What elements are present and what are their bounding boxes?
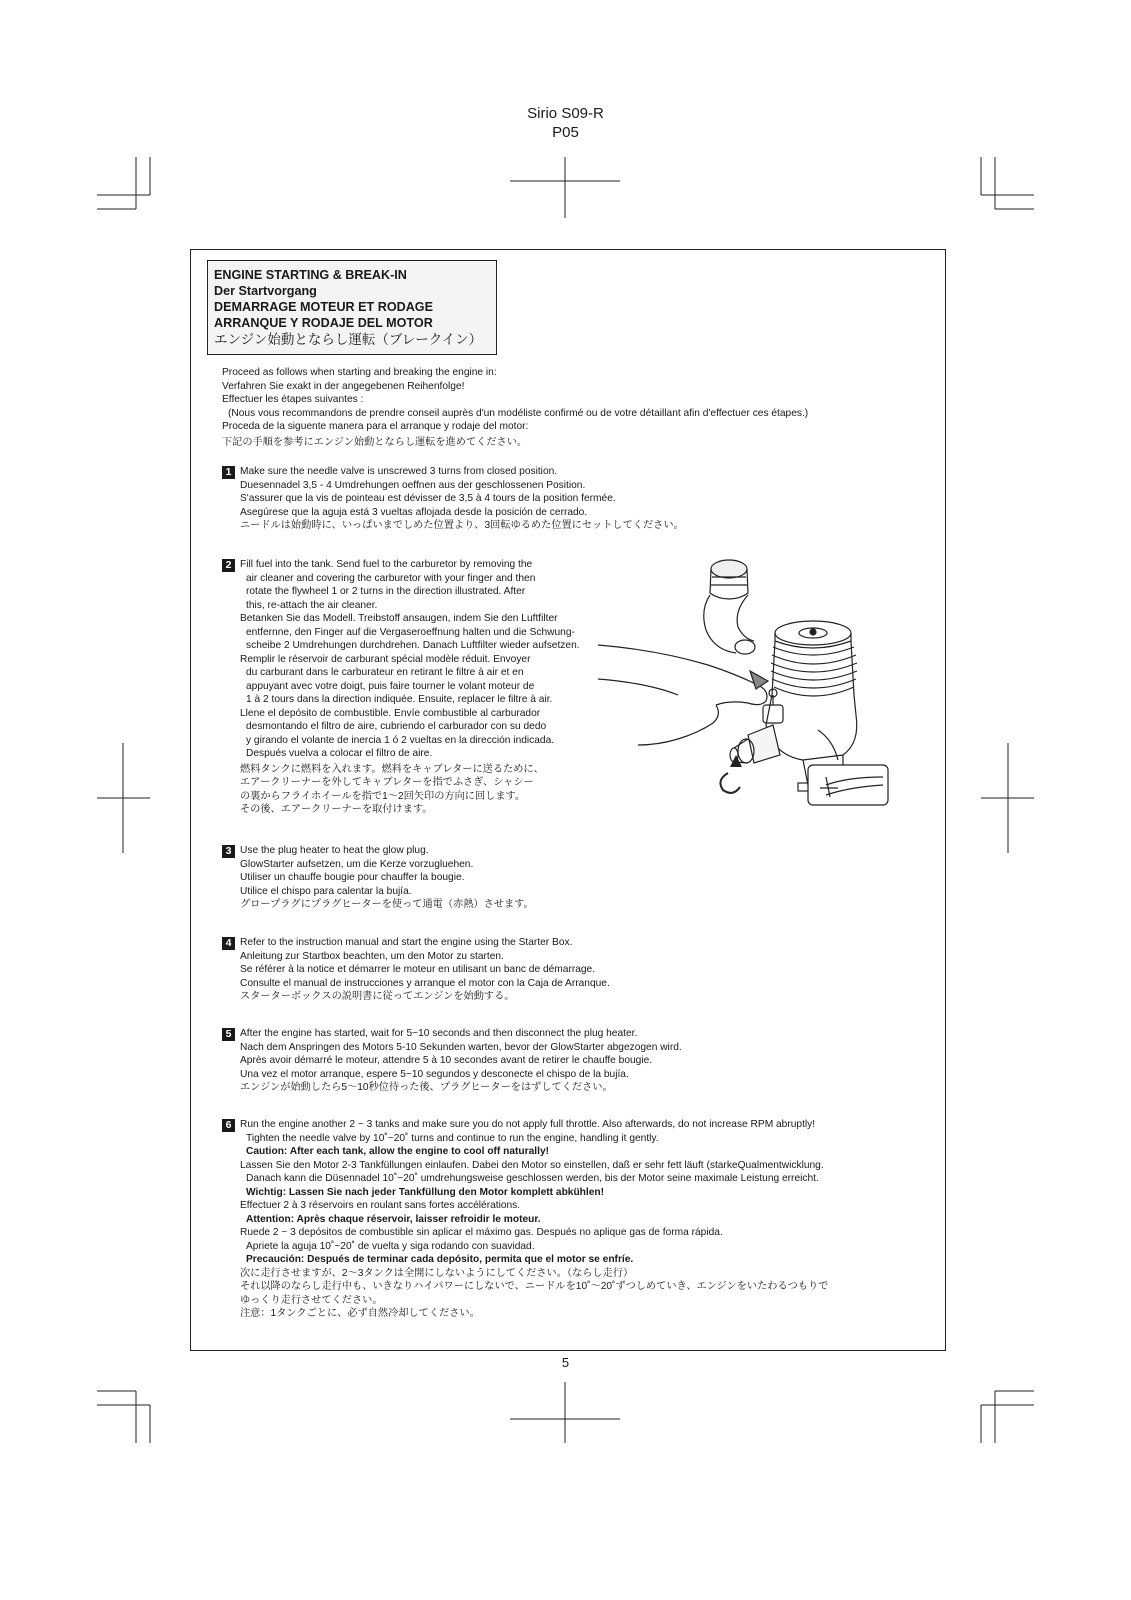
step-line: Danach kann die Düsennadel 10˚~20˚ umdrehungsweise geschlossen werden, bis der Motor seine maximale Leistung erreicht. <box>246 1173 819 1184</box>
intro-fr: Effectuer les étapes suivantes : <box>222 394 364 405</box>
title-jp: エンジン始動とならし運転（ブレークイン） <box>214 332 483 347</box>
step-line: appuyant avec votre doigt, puis faire tourner le volant moteur de <box>246 680 535 692</box>
intro-en: Proceed as follows when starting and breaking the engine in: <box>222 367 497 378</box>
step-line: Apriete la aguja 10˚~20˚ de vuelta y siga rodando con suavidad. <box>246 1240 535 1252</box>
step-line: Tighten the needle valve by 10˚~20˚ turns and continue to run the engine, handling it gently. <box>246 1132 659 1144</box>
step-line: this, re-attach the air cleaner. <box>246 599 378 611</box>
step-line: それ以降のならし走行中も、いきなりハイパワーにしないで、ニードルを10˚〜20˚ずつしめていき、エンジンをいたわるつもりで <box>240 1281 829 1292</box>
step-line: Effectuer 2 à 3 réservoirs en roulant sans fortes accélérations. <box>240 1200 521 1211</box>
step-line: 1 à 2 tours dans la direction indiquée. Ensuite, replacer le filtre à air. <box>246 694 553 705</box>
step-5 <box>222 1027 682 1095</box>
step-number: 6 <box>222 1119 235 1132</box>
step-line: Use the plug heater to heat the glow plug. <box>240 845 429 856</box>
step-number: 2 <box>222 559 235 572</box>
intro-fr-note: (Nous vous recommandons de prendre conseil auprès d'un modéliste confirmé ou de votre détaillant afin d'effectuer ces étapes.) <box>228 407 809 419</box>
step-line: Lassen Sie den Motor 2-3 Tankfüllungen einlaufen. Dabei den Motor so einstellen, daß er sehr fett läuft (starkeQualmentwicklung. <box>240 1159 824 1171</box>
step-number: 5 <box>222 1028 235 1041</box>
step-line: Anleitung zur Startbox beachten, um den Motor zu starten. <box>240 950 504 962</box>
step-line: Asegúrese que la aguja está 3 vueltas aflojada desde la posición de cerrado. <box>240 506 588 518</box>
title-de: Der Startvorgang <box>214 284 317 298</box>
step-line: スターターボックスの説明書に従ってエンジンを始動する。 <box>240 991 515 1002</box>
step-line: の裏からフライホイールを指で1〜2回矢印の方向に回します。 <box>240 790 526 802</box>
step-line: ゆっくり走行させてください。 <box>240 1294 383 1306</box>
intro-jp: 下記の手順を参考にエンジン始動とならし運転を進めてください。 <box>222 436 528 448</box>
step-2 <box>222 558 580 817</box>
step-line: Llene el depósito de combustible. Envíe combustible al carburador <box>240 707 541 719</box>
step-line: rotate the flywheel 1 or 2 turns in the direction illustrated. After <box>246 586 526 597</box>
step-line: エアークリーナーを外してキャブレターを指でふさぎ、シャシー <box>240 777 534 788</box>
step-1 <box>222 465 684 533</box>
step-4 <box>222 936 610 1004</box>
step-line: Nach dem Anspringen des Motors 5-10 Sekunden warten, bevor der GlowStarter abgezogen wird. <box>240 1041 682 1053</box>
step-number: 1 <box>222 466 235 479</box>
intro-text <box>222 366 808 449</box>
step-line: その後、エアークリーナーを取付けます。 <box>240 804 433 815</box>
step-line: scheibe 2 Umdrehungen durchdrehen. Danach Luftfilter wieder aufsetzen. <box>246 640 580 651</box>
caution-line: Precaución: Después de terminar cada depósito, permita que el motor se enfríe. <box>246 1254 634 1265</box>
step-number: 4 <box>222 937 235 950</box>
step-line: Se référer à la notice et démarrer le moteur en utilisant un banc de démarrage. <box>240 964 596 975</box>
intro-es: Proceda de la siguente manera para el arranque y rodaje del motor: <box>222 421 529 432</box>
engine-illustration <box>598 555 908 825</box>
step-line: Una vez el motor arranque, espere 5~10 segundos y desconecte el chispo de la bujía. <box>240 1068 629 1080</box>
step-line: Utiliser un chauffe bougie pour chauffer la bougie. <box>240 872 465 883</box>
step-line: Después vuelva a colocar el filtro de aire. <box>246 748 433 759</box>
model-name: Sirio S09-R <box>527 105 604 122</box>
step-line: du carburant dans le carburateur en retirant le filtre à air et en <box>246 667 524 678</box>
step-line: Betanken Sie das Modell. Treibstoff ansaugen, indem Sie den Luftfilter <box>240 613 558 624</box>
caution-line: Attention: Après chaque réservoir, laisser refroidir le moteur. <box>246 1213 541 1225</box>
step-line: GlowStarter aufsetzen, um die Kerze vorzugluehen. <box>240 858 474 870</box>
step-3 <box>222 844 534 912</box>
intro-de: Verfahren Sie exakt in der angegebenen Reihenfolge! <box>222 380 465 392</box>
step-line: Ruede 2 ~ 3 depósitos de combustible sin aplicar el máximo gas. Después no aplique gas de forma rápida. <box>240 1227 723 1238</box>
caution-line: Caution: After each tank, allow the engine to cool off naturally! <box>246 1146 550 1157</box>
step-line: Refer to the instruction manual and start the engine using the Starter Box. <box>240 937 573 948</box>
step-line: Consulte el manual de instrucciones y arranque el motor con la Caja de Arranque. <box>240 977 610 989</box>
step-line: Run the engine another 2 ~ 3 tanks and make sure you do not apply full throttle. Also afterwards, do not increase RPM abruptly! <box>240 1119 816 1130</box>
caution-line: Wichtig: Lassen Sie nach jeder Tankfüllung den Motor komplett abkühlen! <box>246 1186 605 1198</box>
step-line: Remplir le réservoir de carburant spécial modèle réduit. Envoyer <box>240 653 531 665</box>
section-title-box <box>207 260 497 355</box>
step-line: y girando el volante de inercia 1 ó 2 vueltas en la dirección indicada. <box>246 734 555 746</box>
step-line: entfernne, den Finger auf die Vergaseroeffnung halten und die Schwung- <box>246 626 575 638</box>
step-line: Après avoir démarré le moteur, attendre 5 à 10 secondes avant de retirer le chauffe bougie. <box>240 1055 653 1066</box>
step-6 <box>222 1118 828 1321</box>
step-line: Fill fuel into the tank. Send fuel to the carburetor by removing the <box>240 559 533 570</box>
step-line: Duesennadel 3,5 - 4 Umdrehungen oeffnen aus der geschlossenen Position. <box>240 479 586 491</box>
page-code: P05 <box>552 124 579 141</box>
step-line: After the engine has started, wait for 5~10 seconds and then disconnect the plug heater. <box>240 1028 638 1039</box>
title-fr: DEMARRAGE MOTEUR ET RODAGE <box>214 300 433 314</box>
step-line: air cleaner and covering the carburetor with your finger and then <box>246 572 536 584</box>
step-number: 3 <box>222 845 235 858</box>
step-line: 次に走行させますが、2〜3タンクは全開にしないようにしてください。（ならし走行） <box>240 1267 634 1279</box>
step-line: desmontando el filtro de aire, cubriendo el carburador con su dedo <box>246 721 547 732</box>
title-en: ENGINE STARTING & BREAK-IN <box>214 268 407 282</box>
step-line: Utilice el chispo para calentar la bujía. <box>240 885 412 897</box>
step-line: エンジンが始動したら5〜10秒位待った後、プラグヒーターをはずしてください。 <box>240 1082 613 1093</box>
step-line: 注意：1タンクごとに、必ず自然冷却してください。 <box>240 1308 480 1319</box>
step-line: Make sure the needle valve is unscrewed 3 turns from closed position. <box>240 466 558 477</box>
step-line: S'assurer que la vis de pointeau est dévisser de 3,5 à 4 tours de la position fermée. <box>240 493 616 504</box>
step-line: ニードルは始動時に、いっぱいまでしめた位置より、3回転ゆるめた位置にセットしてください。 <box>240 520 684 531</box>
step-line: グロープラグにプラグヒーターを使って通電（赤熱）させます。 <box>240 899 534 910</box>
title-es: ARRANQUE Y RODAJE DEL MOTOR <box>214 316 433 330</box>
step-line: 燃料タンクに燃料を入れます。燃料をキャブレターに送るために、 <box>240 763 544 775</box>
page-number: 5 <box>561 1355 570 1370</box>
